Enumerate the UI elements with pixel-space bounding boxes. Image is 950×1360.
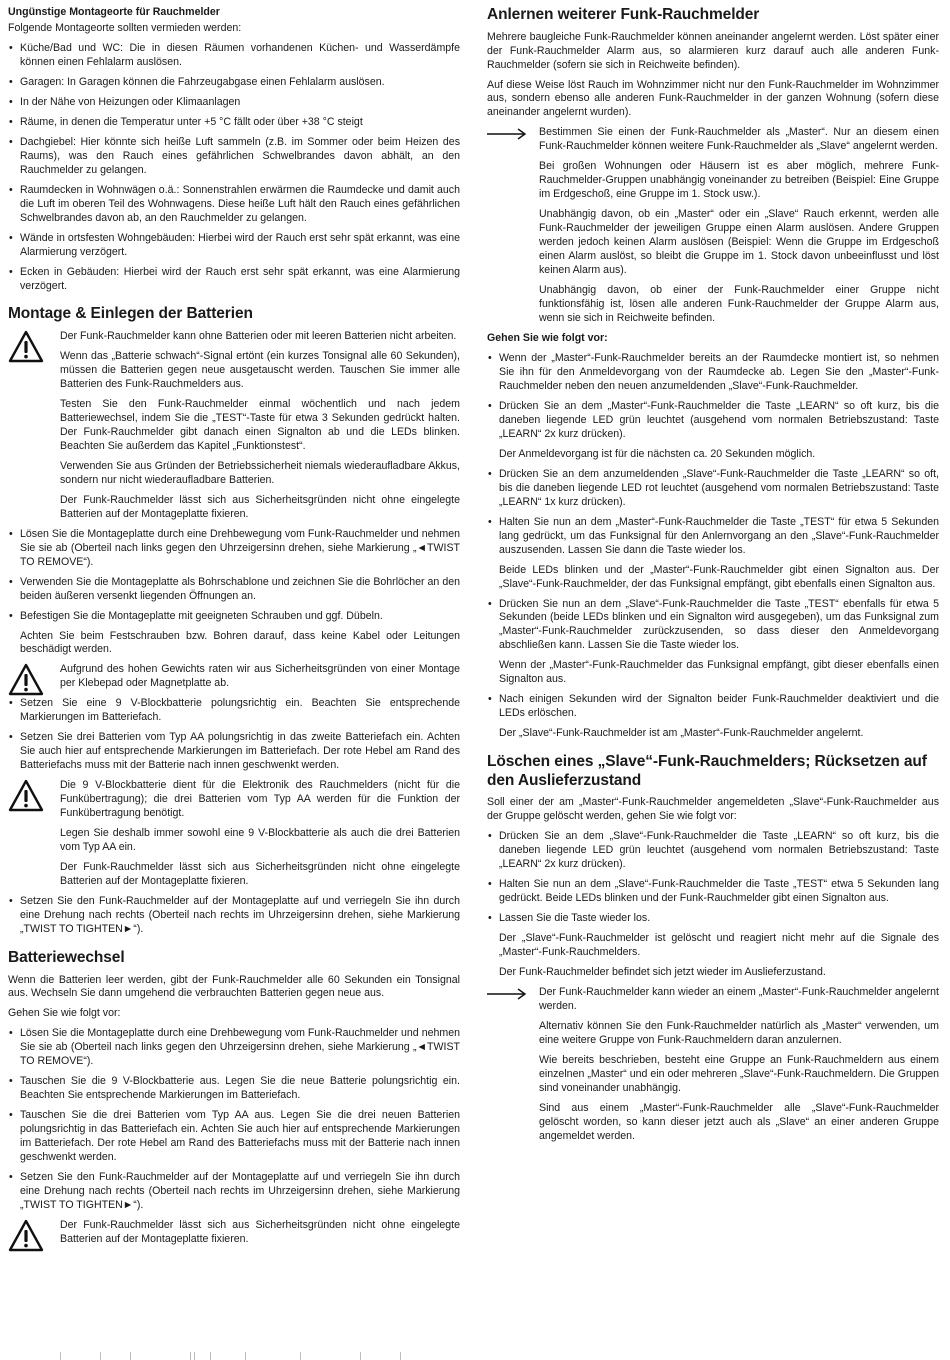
note-text: Bestimmen Sie einen der Funk-Rauchmelder als „Master“. Nur an diesem einen Funk-Rauchmelder können weitere Funk-Rauchmelder als „Slave“ angelernt werden. [539, 126, 939, 153]
warning-note [8, 1219, 460, 1247]
note-text: Wenn das „Batterie schwach“-Signal ertönt (ein kurzes Tonsignal alle 60 Sekunden), müssen die Batterien gegen neue ausgetauscht werden. Tauschen Sie immer alle Batterien des Funk-Rauchmelders aus. [60, 350, 460, 390]
battery-section-title: Batteriewechsel [8, 948, 125, 966]
print-marks [60, 1352, 420, 1360]
list-item: • Setzen Sie den Funk-Rauchmelder auf der Montageplatte auf und verriegeln Sie ihn durch eine Drehung nach rechts (Oberteil nach rechts im Uhrzeigersinn drehen, siehe Markierung „TWIST TO TIGHTEN►“). [8, 1171, 460, 1213]
note-text: Wie bereits beschrieben, besteht eine Gruppe an Funk-Rauchmeldern aus einem einzelnen „Master“ und ein oder mehreren „Slave“-Funk-Rauchmeldern. Die Gruppen sind voneinander unabhängig. [539, 1053, 939, 1094]
mounting-steps-list [8, 528, 460, 624]
list-item: • Lösen Sie die Montageplatte durch eine Drehbewegung vom Funk-Rauchmelder und nehmen Sie sie ab (Oberteil nach links gegen den Uhrzeigersinn drehen, siehe Markierung „◄TWIST TO REMOVE“). [8, 1027, 460, 1069]
list-item: • Nach einigen Sekunden wird der Signalton beider Funk-Rauchmelder deaktiviert und die LEDs erlöschen. [487, 693, 939, 721]
step-note: Der „Slave“-Funk-Rauchmelder ist am „Master“-Funk-Rauchmelder angelernt. [499, 727, 864, 740]
list-item: • In der Nähe von Heizungen oder Klimaanlagen [8, 96, 460, 110]
battery-intro: Wenn die Batterien leer werden, gibt der Funk-Rauchmelder alle 60 Sekunden ein Tonsignal aus. Wechseln Sie dann umgehend die verbrauchten Batterien gegen neue aus. [8, 973, 460, 1000]
note-text: Verwenden Sie aus Gründen der Betriebssicherheit niemals wiederaufladbare Akkus, sondern nur nicht wiederaufladbare Batterien. [60, 459, 460, 486]
learn-paragraph: Mehrere baugleiche Funk-Rauchmelder können aneinander angelernt werden. Löst später einer der Funk-Rauchmelder Alarm aus, so alarmieren kurz darauf auch alle anderen Funk-Rauchmelder (sofern sie sich in Reichweite befinden). [487, 30, 939, 71]
arrow-right-icon [487, 988, 527, 1000]
arrow-right-icon [487, 128, 527, 140]
note-text: Die 9 V-Blockbatterie dient für die Elektronik des Rauchmelders (nicht für die Funkübertragung); die drei Batterien vom Typ AA werden für die Funktion der Funkübertragung benötigt. [60, 779, 460, 820]
step-note: Der „Slave“-Funk-Rauchmelder ist gelöscht und reagiert nicht mehr auf die Signale des „Master“-Funk-Rauchmelders. [499, 932, 939, 959]
warning-icon [8, 1219, 44, 1253]
step-note: Der Anmeldevorgang ist für die nächsten ca. 20 Sekunden möglich. [499, 447, 816, 460]
warning-icon [8, 330, 44, 364]
note-text: Bei großen Wohnungen oder Häusern ist es aber möglich, mehrere Funk-Rauchmelder-Gruppen unabhängig voneinander zu betreiben (Beispiel: Eine Gruppe im Erdgeschoß, eine Gruppe im 1. Stock usw.). [539, 160, 939, 201]
note-text: Unabhängig davon, ob einer der Funk-Rauchmelder einer Gruppe nicht funktionsfähig ist, lösen alle anderen Funk-Rauchmelder der Gruppe Alarm aus, wenn sie sich in Reichweite befinden. [539, 284, 939, 325]
delete-section-title: Löschen eines „Slave“-Funk-Rauchmelders; Rücksetzen auf den Auslieferzustand [487, 753, 927, 789]
learn-steps-list [487, 598, 939, 654]
step-note: Der Funk-Rauchmelder befindet sich jetzt wieder im Auslieferzustand. [499, 966, 826, 979]
note-text: Aufgrund des hohen Gewichts raten wir aus Sicherheitsgründen von einer Montage per Klebepad oder Magnetplatte ab. [60, 663, 460, 690]
list-item: • Garagen: In Garagen können die Fahrzeugabgase einen Fehlalarm auslösen. [8, 76, 460, 90]
mounting-steps-list [8, 895, 460, 937]
list-item: • Setzen Sie eine 9 V-Blockbatterie polungsrichtig ein. Beachten Sie entsprechende Markierungen im Batteriefach. [8, 697, 460, 725]
list-item: • Halten Sie nun an dem „Slave“-Funk-Rauchmelder die Taste „TEST“ etwa 5 Sekunden lang gedrückt. Beide LEDs blinken und der Funk-Rauchmelder gibt einen Signalton aus. [487, 878, 939, 906]
list-item: • Setzen Sie den Funk-Rauchmelder auf der Montageplatte auf und verriegeln Sie ihn durch eine Drehung nach rechts (Oberteil nach rechts im Uhrzeigersinn drehen, siehe Markierung „TWIST TO TIGHTEN►“). [8, 895, 460, 937]
list-item: • Drücken Sie an dem „Master“-Funk-Rauchmelder die Taste „LEARN“ so oft kurz, bis die daneben liegende LED grün leuchtet (ausgehend vom normalen Betriebszustand: Taste „LEARN“ 2x kurz drücken). [487, 400, 939, 442]
mounting-places-intro: Folgende Montageorte sollten vermieden werden: [8, 21, 242, 34]
list-item: • Küche/Bad und WC: Die in diesen Räumen vorhandenen Küchen- und Wasserdämpfe können einen Fehlalarm auslösen. [8, 42, 460, 70]
mounting-steps-list [8, 697, 460, 773]
battery-steps-list [8, 1027, 460, 1213]
warning-icon [8, 663, 44, 697]
step-note: Beide LEDs blinken und der „Master“-Funk-Rauchmelder gibt einen Signalton aus. Der „Slave“-Funk-Rauchmelder, der das Funksignal empfängt, gibt ebenfalls einen Signalton aus. [499, 563, 939, 590]
note-text: Der Funk-Rauchmelder lässt sich aus Sicherheitsgründen nicht ohne eingelegte Batterien auf der Montageplatte fixieren. [60, 861, 460, 888]
mounting-places-heading: Ungünstige Montageorte für Rauchmelder [8, 6, 220, 18]
learn-howto: Gehen Sie wie folgt vor: [487, 332, 608, 344]
mounting-places-list [8, 42, 460, 294]
learn-section-title: Anlernen weiterer Funk-Rauchmelder [487, 6, 760, 23]
warning-note [8, 663, 460, 691]
note-text: Unabhängig davon, ob ein „Master“ oder ein „Slave“ Rauch erkennt, werden alle Funk-Rauchmelder der jeweiligen Gruppe einen Alarm auslösen. Andere Gruppen werden jedoch keinen Alarm auslösen (Beispiel: Wenn die Gruppe im Erdgeschoß einen Alarm auslöst, so bleibt die Gruppe im 1. Stock davon unbeeinflusst und löst keinen Alarm aus). [539, 208, 939, 277]
list-item: • Lassen Sie die Taste wieder los. [487, 912, 939, 926]
list-item: • Drücken Sie an dem „Slave“-Funk-Rauchmelder die Taste „LEARN“ so oft kurz, bis die daneben liegende LED grün leuchtet (ausgehend vom normalen Betriebszustand: Taste „LEARN“ 2x kurz drücken). [487, 830, 939, 872]
learn-paragraph: Auf diese Weise löst Rauch im Wohnzimmer nicht nur den Funk-Rauchmelder im Wohnzimmer aus, sondern ebenso alle anderen Funk-Rauchmelder in der ganzen Wohnung (sofern diese aneinander angelernt wurden). [487, 78, 939, 119]
learn-steps-list [487, 352, 939, 442]
note-text: Alternativ können Sie den Funk-Rauchmelder natürlich als „Master“ verwenden, um eine weitere Gruppe von Funk-Rauchmeldern daran anzulernen. [539, 1020, 939, 1046]
list-item: • Dachgiebel: Hier könnte sich heiße Luft sammeln (z.B. im Sommer oder beim Heizen des Raums), was den Rauch eines gefährlichen Schwelbrandes davon abhält, an den Rauchmelder zu gelangen. [8, 136, 460, 178]
mounting-section-title: Montage & Einlegen der Batterien [8, 305, 253, 323]
note-text: Der Funk-Rauchmelder kann wieder an einem „Master“-Funk-Rauchmelder angelernt werden. [539, 986, 939, 1013]
note-text: Sind aus einem „Master“-Funk-Rauchmelder alle „Slave“-Funk-Rauchmelder gelöscht worden, so kann dieser jetzt auch als „Slave“ an einer anderen Gruppe angemeldet werden. [539, 1101, 939, 1142]
list-item: • Setzen Sie drei Batterien vom Typ AA polungsrichtig in das zweite Batteriefach ein. Achten Sie auch hier auf entsprechende Markierungen im Batteriefach. Der rote Hebel am Rand des Batteriefachs muss mit der Batterie nach innen geschwenkt werden. [8, 731, 460, 773]
warning-note [8, 779, 460, 889]
delete-intro: Soll einer der am „Master“-Funk-Rauchmelder angemeldeten „Slave“-Funk-Rauchmelder aus der Gruppe gelöscht werden, gehen Sie wie folgt vor: [487, 796, 939, 823]
list-item: • Halten Sie nun an dem „Master“-Funk-Rauchmelder die Taste „TEST“ für etwa 5 Sekunden lang gedrückt, um das Funksignal für den Anlernvorgang an den „Slave“-Funk-Rauchmelder auszusenden. Lassen Sie dann die Taste wieder los. [487, 516, 939, 558]
list-item: • Tauschen Sie die 9 V-Blockbatterie aus. Legen Sie die neue Batterie polungsrichtig ein. Beachten Sie entsprechende Markierungen im Batteriefach. [8, 1075, 460, 1103]
note-text: Legen Sie deshalb immer sowohl eine 9 V-Blockbatterie als auch die drei Batterien vom Typ AA ein. [60, 827, 460, 854]
list-item: • Wenn der „Master“-Funk-Rauchmelder bereits an der Raumdecke montiert ist, so nehmen Sie ihn für den Anmeldevorgang von der Raumdecke ab. Legen Sie den „Master“-Funk-Rauchmelder neben den neuen anzumeldenden „Slave“-Funk-Rauchmelder. [487, 352, 939, 394]
list-item: • Drücken Sie nun an dem „Slave“-Funk-Rauchmelder die Taste „TEST“ ebenfalls für etwa 5 Sekunden (beide LEDs blinken und ein Signalton wird ausgegeben), um das Funksignal zum „Master“-Funk-Rauchmelder zurückzusenden, so dass dieser den Anmeldevorgang abschließen kann. Lassen Sie die Taste wieder los. [487, 598, 939, 654]
right-column [487, 6, 939, 1150]
battery-howto: Gehen Sie wie folgt vor: [8, 1007, 121, 1020]
note-text: Der Funk-Rauchmelder kann ohne Batterien oder mit leeren Batterien nicht arbeiten. [60, 330, 457, 343]
delete-steps-list [487, 830, 939, 926]
note-text: Der Funk-Rauchmelder lässt sich aus Sicherheitsgründen nicht ohne eingelegte Batterien auf der Montageplatte fixieren. [60, 1219, 460, 1245]
list-item: • Drücken Sie an dem anzumeldenden „Slave“-Funk-Rauchmelder die Taste „LEARN“ so oft, bis die daneben liegende LED rot leuchtet (ausgehend vom normalen Betriebszustand: Taste „LEARN“ 1x kurz drücken). [487, 468, 939, 510]
note-text: Der Funk-Rauchmelder lässt sich aus Sicherheitsgründen nicht ohne eingelegte Batterien auf der Montageplatte fixieren. [60, 493, 460, 520]
list-item: • Tauschen Sie die drei Batterien vom Typ AA aus. Legen Sie die drei neuen Batterien polungsrichtig in das Batteriefach ein. Achten Sie auch hier auf entsprechende Markierungen im Batteriefach. Der rote Hebel am Rand des Batteriefachs muss mit der Batterie nach innen geschwenkt werden. [8, 1109, 460, 1165]
left-column [8, 6, 460, 1253]
step-note: Wenn der „Master“-Funk-Rauchmelder das Funksignal empfängt, gibt dieser ebenfalls einen Signalton aus. [499, 659, 939, 686]
list-item: • Lösen Sie die Montageplatte durch eine Drehbewegung vom Funk-Rauchmelder und nehmen Sie sie ab (Oberteil nach links gegen den Uhrzeigersinn drehen, siehe Markierung „◄TWIST TO REMOVE“). [8, 528, 460, 570]
screw-note: Achten Sie beim Festschrauben bzw. Bohren darauf, dass keine Kabel oder Leitungen beschädigt werden. [20, 629, 460, 656]
arrow-note [487, 126, 939, 326]
warning-note [8, 330, 460, 522]
list-item: • Räume, in denen die Temperatur unter +5 °C fällt oder über +38 °C steigt [8, 116, 460, 130]
note-text: Testen Sie den Funk-Rauchmelder einmal wöchentlich und nach jedem Batteriewechsel, indem Sie die „TEST“-Taste für etwa 3 Sekunden gedrückt halten. Der Funk-Rauchmelder gibt danach einen Signalton ab und die LEDs blinken. Beachten Sie außerdem das Kapitel „Funktionstest“. [60, 397, 460, 452]
learn-steps-list [487, 693, 939, 721]
warning-icon [8, 779, 44, 813]
list-item: • Wände in ortsfesten Wohngebäuden: Hierbei wird der Rauch erst sehr spät erkannt, was eine Alarmierung verzögert. [8, 232, 460, 260]
list-item: • Befestigen Sie die Montageplatte mit geeigneten Schrauben und ggf. Dübeln. [8, 610, 460, 624]
list-item: • Ecken in Gebäuden: Hierbei wird der Rauch erst sehr spät erkannt, was eine Alarmierung verzögert. [8, 266, 460, 294]
arrow-note [487, 986, 939, 1144]
list-item: • Raumdecken in Wohnwägen o.ä.: Sonnenstrahlen erwärmen die Raumdecke und damit auch die Luft im oberen Teil des Wohnwagens. Diese heiße Luft hält den Rauch eines gefährlichen Schwelbrandes davon ab, an den Rauchmelder zu gelangen. [8, 184, 460, 226]
learn-steps-list [487, 468, 939, 558]
list-item: • Verwenden Sie die Montageplatte als Bohrschablone und zeichnen Sie die Bohrlöcher an den beiden äußeren versenkt liegenden Öffnungen an. [8, 576, 460, 604]
